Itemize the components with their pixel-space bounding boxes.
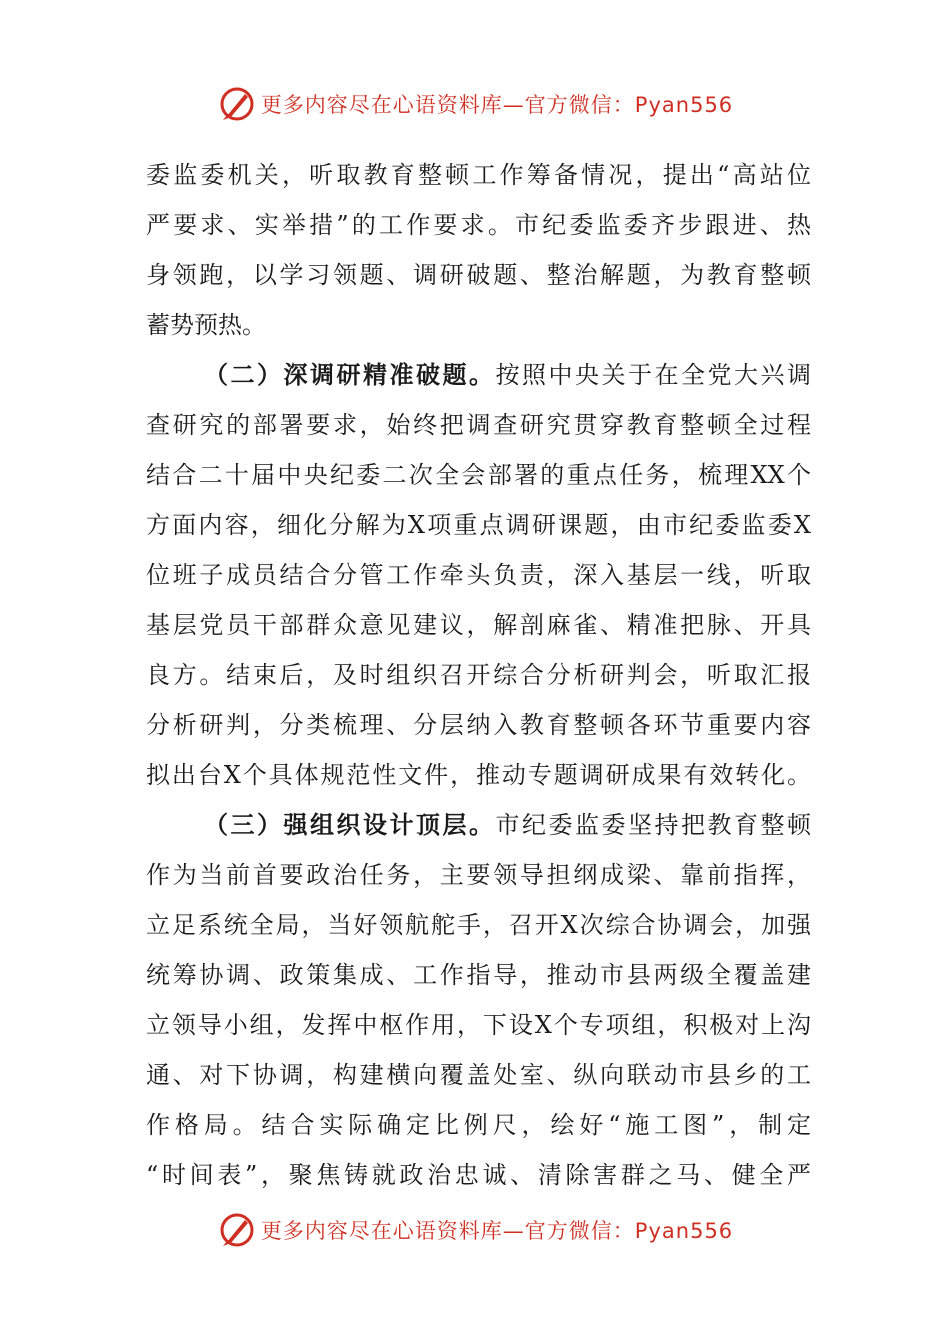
text-line: 方面内容，细化分解为X项重点调研课题，由市纪委监委X — [146, 511, 811, 539]
text-segment: 市纪委监委坚持把教育整顿 — [495, 811, 811, 839]
section-heading: （三）强组织设计顶层。 — [204, 811, 496, 839]
text-line: 基层党员干部群众意见建议，解剖麻雀、精准把脉、开具 — [146, 611, 811, 639]
section-heading: （二）深调研精准破题。 — [204, 361, 496, 389]
text-line: 结合二十届中央纪委二次全会部署的重点任务，梳理XX个 — [146, 461, 811, 489]
header-banner — [0, 82, 950, 126]
section-heading-line — [146, 350, 811, 400]
text-line: 身领跑，以学习领题、调研破题、整治解题，为教育整顿 — [146, 261, 811, 289]
text-line: 立足系统全局，当好领航舵手，召开X次综合协调会，加强 — [146, 911, 811, 939]
text-line: 委监委机关，听取教育整顿工作筹备情况，提出“高站位 — [146, 161, 811, 189]
banner-text: 更多内容尽在心语资料库—官方微信：Pyan556 — [260, 1219, 734, 1243]
text-line: 作格局。结合实际确定比例尺，绘好“施工图”，制定 — [146, 1111, 811, 1139]
text-line: “时间表”，聚焦铸就政治忠诚、清除害群之马、健全严 — [146, 1161, 811, 1189]
text-line: 良方。结束后，及时组织召开综合分析研判会，听取汇报 — [146, 661, 811, 689]
text-line: 拟出台X个具体规范性文件，推动专题调研成果有效转化。 — [146, 761, 811, 789]
text-line: 立领导小组，发挥中枢作用，下设X个专项组，积极对上沟 — [146, 1011, 811, 1039]
text-line: 统筹协调、政策集成、工作指导，推动市县两级全覆盖建 — [146, 961, 811, 989]
text-line: 查研究的部署要求，始终把调查研究贯穿教育整顿全过程 — [146, 411, 811, 439]
text-line: 作为当前首要政治任务，主要领导担纲成梁、靠前指挥， — [146, 861, 811, 889]
banner-text: 更多内容尽在心语资料库—官方微信：Pyan556 — [260, 93, 734, 117]
pen-circle-logo-icon — [217, 1210, 257, 1250]
text-line: 通、对下协调，构建横向覆盖处室、纵向联动市县乡的工 — [146, 1061, 811, 1089]
section-heading-line — [146, 800, 811, 850]
document-body — [146, 150, 811, 1200]
text-line: 位班子成员结合分管工作牵头负责，深入基层一线，听取 — [146, 561, 811, 589]
footer-banner — [0, 1208, 950, 1252]
text-segment: 按照中央关于在全党大兴调 — [495, 361, 811, 389]
text-line: 蓄势预热。 — [146, 311, 266, 339]
text-line: 严要求、实举措”的工作要求。市纪委监委齐步跟进、热 — [146, 211, 811, 239]
pen-circle-logo-icon — [217, 84, 257, 124]
text-line: 分析研判，分类梳理、分层纳入教育整顿各环节重要内容 — [146, 711, 811, 739]
